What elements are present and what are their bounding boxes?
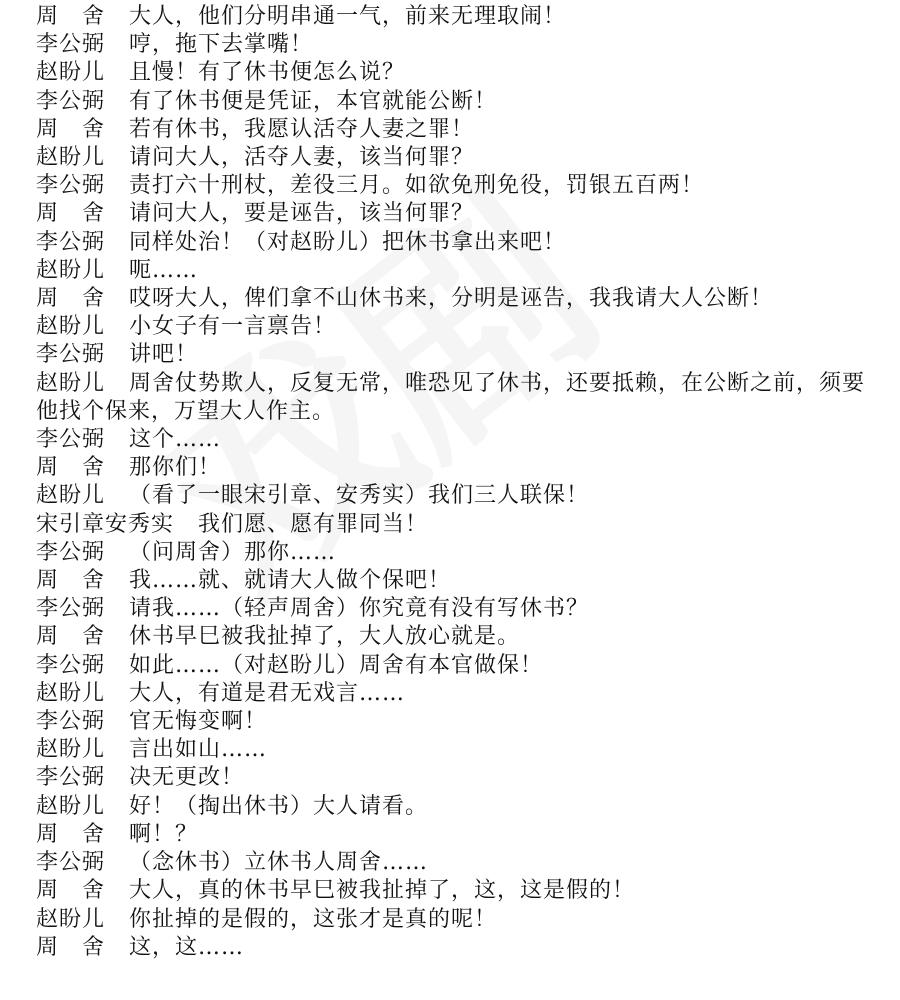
speaker-name: 李公弼 xyxy=(36,229,106,255)
line-text: 这个…… xyxy=(129,427,222,453)
line-text: 休书早巳被我扯掉了，大人放心就是。 xyxy=(129,624,521,650)
script-line xyxy=(36,567,881,595)
line-text: 大人，他们分明串通一气，前来无理取闹！ xyxy=(129,4,567,29)
script-line xyxy=(36,200,881,228)
speaker-name: 赵盼儿 xyxy=(36,370,106,396)
speaker-name: 周 舍 xyxy=(36,624,106,650)
script-line xyxy=(36,370,881,426)
script-line xyxy=(36,708,881,736)
script-line xyxy=(36,172,881,200)
speaker-name: 宋引章安秀实 xyxy=(36,511,175,537)
line-text: 哼，拖下去掌嘴！ xyxy=(129,32,314,58)
speaker-name: 李公弼 xyxy=(36,652,106,678)
speaker-name: 李公弼 xyxy=(36,596,106,622)
line-text: 有了休书便是凭证，本官就能公断！ xyxy=(129,88,498,114)
line-text: 大人，真的休书早巳被我扯掉了，这，这是假的！ xyxy=(129,878,636,904)
line-text: 言出如山…… xyxy=(129,737,268,763)
script-line xyxy=(36,285,881,313)
line-text: 大人，有道是君无戏言…… xyxy=(129,680,406,706)
line-text: （看了一眼宋引章、安秀实）我们三人联保！ xyxy=(129,483,590,509)
line-text: 那你们！ xyxy=(129,455,222,481)
script-line xyxy=(36,482,881,510)
line-text: 同样处治！（对赵盼儿）把休书拿出来吧！ xyxy=(129,229,567,255)
line-text: 呃…… xyxy=(129,257,199,283)
script-line xyxy=(36,934,881,962)
speaker-name: 周 舍 xyxy=(36,934,106,960)
speaker-name: 李公弼 xyxy=(36,850,106,876)
speaker-name: 赵盼儿 xyxy=(36,314,106,340)
script-line xyxy=(36,877,881,905)
script-line xyxy=(36,454,881,482)
script-line xyxy=(36,652,881,680)
line-text: 你扯掉的是假的，这张才是真的呢！ xyxy=(129,906,498,932)
line-text: 哎呀大人，俾们拿不山休书来，分明是诬告，我我请大人公断！ xyxy=(129,286,774,312)
script-line xyxy=(36,3,881,31)
speaker-name: 周 舍 xyxy=(36,286,106,312)
speaker-name: 李公弼 xyxy=(36,342,106,368)
line-text: （念休书）立休书人周舍…… xyxy=(129,850,429,876)
speaker-name: 周 舍 xyxy=(36,821,106,847)
script-line xyxy=(36,257,881,285)
script-line xyxy=(36,116,881,144)
script-line xyxy=(36,88,881,116)
line-text: 啊！？ xyxy=(129,821,199,847)
speaker-name: 周 舍 xyxy=(36,878,106,904)
line-text: 如此……（对赵盼儿）周舍有本官做保！ xyxy=(129,652,544,678)
speaker-name: 李公弼 xyxy=(36,709,106,735)
line-text: 我们愿、愿有罪同当！ xyxy=(198,511,429,537)
script-line xyxy=(36,849,881,877)
line-text: 请问大人，活夺人妻，该当何罪？ xyxy=(129,145,475,171)
speaker-name: 李公弼 xyxy=(36,427,106,453)
line-text: 责打六十刑杖，差役三月。如欲免刑免役，罚银五百两！ xyxy=(129,173,705,199)
line-text: 讲吧！ xyxy=(129,342,199,368)
speaker-name: 周 舍 xyxy=(36,116,106,142)
script-line xyxy=(36,821,881,849)
script-line xyxy=(36,906,881,934)
script-line xyxy=(36,31,881,59)
script-line xyxy=(36,341,881,369)
script-line xyxy=(36,793,881,821)
speaker-name: 周 舍 xyxy=(36,4,106,29)
script-line xyxy=(36,144,881,172)
line-text: 好！（掏出休书）大人请看。 xyxy=(129,793,429,819)
speaker-name: 赵盼儿 xyxy=(36,60,106,86)
script-line xyxy=(36,229,881,257)
line-text: 周舍仗势欺人，反复无常，唯恐见了休书，还要抵赖，在公断之前，须要他找个保来，万望大人作主。 xyxy=(36,370,866,424)
speaker-name: 赵盼儿 xyxy=(36,906,106,932)
line-text: 这，这…… xyxy=(129,934,245,960)
speaker-name: 赵盼儿 xyxy=(36,680,106,706)
script-line xyxy=(36,764,881,792)
line-text: 请我……（轻声周舍）你究竟有没有写休书？ xyxy=(129,596,590,622)
speaker-name: 李公弼 xyxy=(36,539,106,565)
speaker-name: 周 舍 xyxy=(36,568,106,594)
line-text: 若有休书，我愿认活夺人妻之罪！ xyxy=(129,116,475,142)
line-text: 且慢！有了休书便怎么说？ xyxy=(129,60,406,86)
speaker-name: 李公弼 xyxy=(36,173,106,199)
script-line xyxy=(36,313,881,341)
script-line xyxy=(36,426,881,454)
line-text: 官无悔变啊！ xyxy=(129,709,268,735)
line-text: 决无更改！ xyxy=(129,765,245,791)
speaker-name: 赵盼儿 xyxy=(36,483,106,509)
line-text: （问周舍）那你…… xyxy=(129,539,337,565)
script-line xyxy=(36,511,881,539)
speaker-name: 赵盼儿 xyxy=(36,737,106,763)
script-line xyxy=(36,59,881,87)
script-line xyxy=(36,680,881,708)
line-text: 我……就、就请大人做个保吧！ xyxy=(129,568,452,594)
script-line xyxy=(36,623,881,651)
speaker-name: 李公弼 xyxy=(36,32,106,58)
speaker-name: 李公弼 xyxy=(36,765,106,791)
script-line xyxy=(36,595,881,623)
script-line xyxy=(36,736,881,764)
speaker-name: 李公弼 xyxy=(36,88,106,114)
speaker-name: 赵盼儿 xyxy=(36,145,106,171)
line-text: 小女子有一言禀告！ xyxy=(129,314,337,340)
speaker-name: 周 舍 xyxy=(36,455,106,481)
speaker-name: 赵盼儿 xyxy=(36,793,106,819)
speaker-name: 赵盼儿 xyxy=(36,257,106,283)
speaker-name: 周 舍 xyxy=(36,201,106,227)
line-text: 请问大人，要是诬告，该当何罪？ xyxy=(129,201,475,227)
script-line xyxy=(36,539,881,567)
script-body xyxy=(36,3,881,962)
